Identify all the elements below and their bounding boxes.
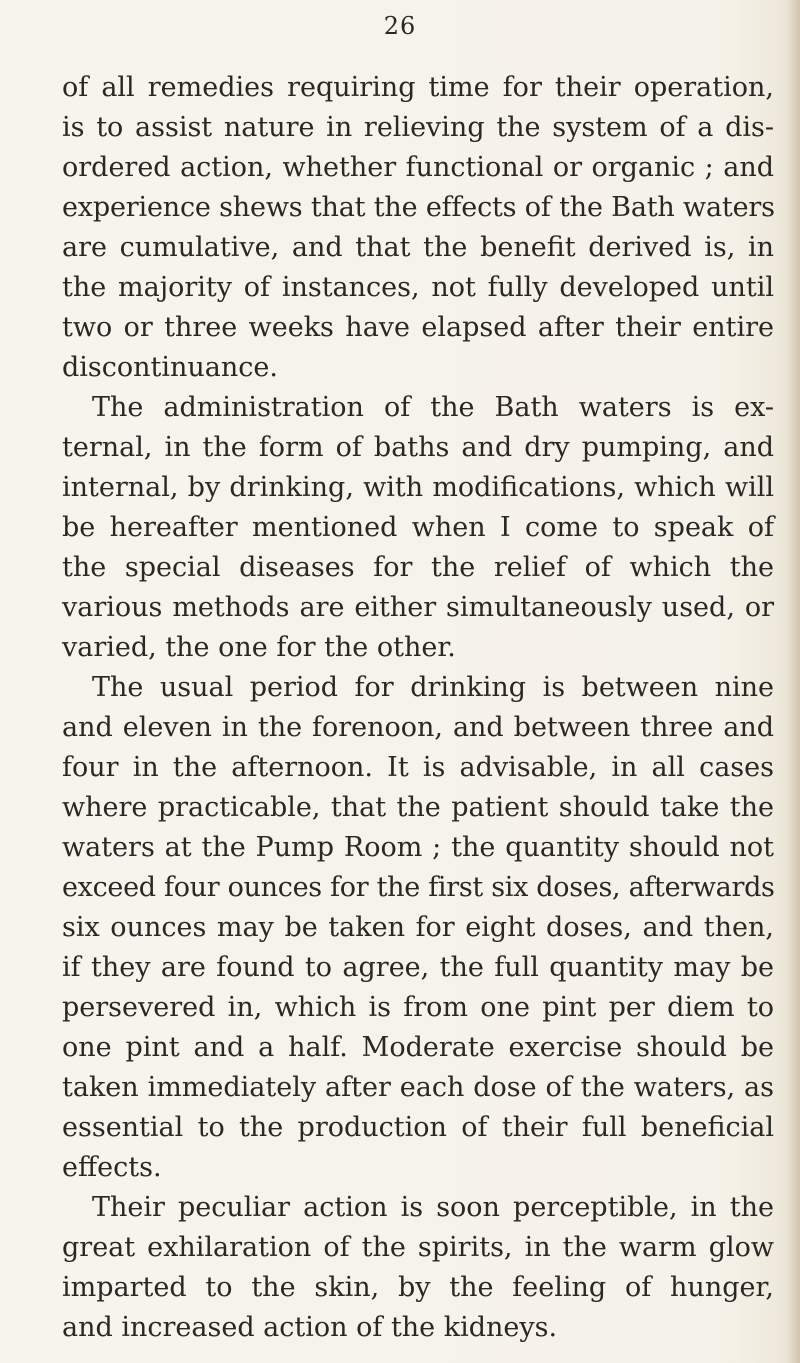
page-number: 26 bbox=[383, 12, 417, 40]
text-line: exceed four ounces for the first six doses, afterwards bbox=[62, 872, 775, 903]
text-line: internal, by drinking, with modifications, which will bbox=[62, 472, 774, 503]
text-line: varied, the one for the other. bbox=[62, 632, 456, 663]
text-line: various methods are either simultaneously used, or bbox=[62, 592, 774, 623]
text-line: taken immediately after each dose of the waters, as bbox=[62, 1072, 774, 1103]
text-line: and eleven in the forenoon, and between three and bbox=[62, 712, 774, 743]
text-line: where practicable, that the patient should take the bbox=[62, 792, 774, 823]
text-line: and increased action of the kidneys. bbox=[62, 1312, 558, 1343]
text-line: is to assist nature in relieving the system of a dis- bbox=[62, 112, 774, 143]
text-line: ternal, in the form of baths and dry pumping, and bbox=[62, 432, 774, 463]
text-line: great exhilaration of the spirits, in the warm glow bbox=[62, 1232, 774, 1263]
text-line: persevered in, which is from one pint per diem to bbox=[62, 992, 774, 1023]
text-line: be hereafter mentioned when I come to speak of bbox=[62, 512, 774, 543]
body-text bbox=[62, 68, 774, 1348]
text-line: Their peculiar action is soon perceptible, in the bbox=[92, 1192, 774, 1223]
text-line: the special diseases for the relief of which the bbox=[62, 552, 774, 583]
text-line: experience shews that the effects of the Bath waters bbox=[62, 192, 775, 223]
page-edge-shadow bbox=[788, 0, 800, 1363]
text-line: ordered action, whether functional or organic ; and bbox=[62, 152, 774, 183]
text-line: imparted to the skin, by the feeling of hunger, bbox=[62, 1272, 774, 1303]
text-line: effects. bbox=[62, 1152, 162, 1183]
text-line: four in the afternoon. It is advisable, in all cases bbox=[62, 752, 774, 783]
text-line: The usual period for drinking is between nine bbox=[92, 672, 774, 703]
text-line: if they are found to agree, the full quantity may be bbox=[62, 952, 774, 983]
text-line: essential to the production of their full beneficial bbox=[62, 1112, 774, 1143]
text-line: The administration of the Bath waters is ex- bbox=[92, 392, 774, 423]
text-line: discontinuance. bbox=[62, 352, 278, 383]
text-line: six ounces may be taken for eight doses, and then, bbox=[62, 912, 774, 943]
text-line: one pint and a half. Moderate exercise should be bbox=[62, 1032, 774, 1063]
text-line: waters at the Pump Room ; the quantity should not bbox=[62, 832, 774, 863]
text-line: are cumulative, and that the benefit derived is, in bbox=[62, 232, 774, 263]
text-line: of all remedies requiring time for their operation, bbox=[62, 72, 774, 103]
text-line: the majority of instances, not fully developed until bbox=[62, 272, 774, 303]
text-line: two or three weeks have elapsed after their entire bbox=[62, 312, 774, 343]
